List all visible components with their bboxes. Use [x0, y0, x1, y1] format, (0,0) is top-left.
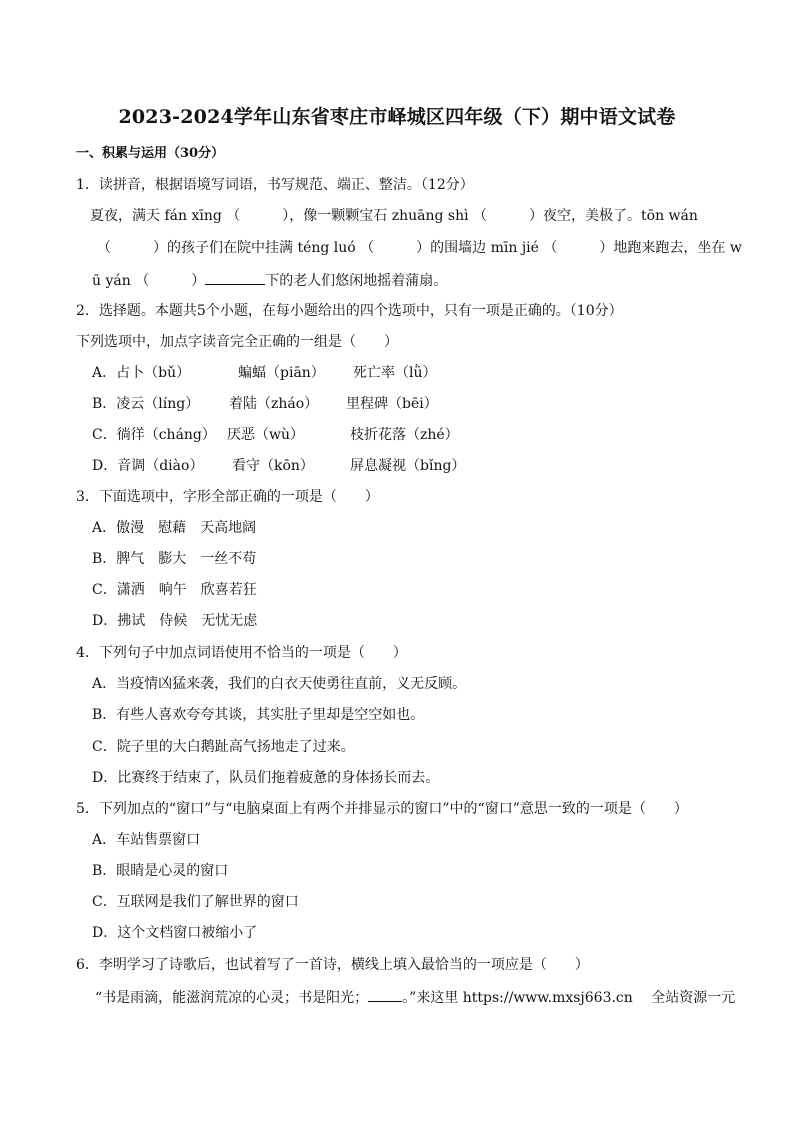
option-item: 厌恶（wù） [227, 427, 304, 443]
option-item: A．占卜（bǔ） [92, 365, 191, 381]
option-item: C．徜徉（cháng） [92, 427, 216, 443]
option-item: D．比赛终于结束了，队员们拖着疲惫的身体扬长而去。 [92, 770, 440, 786]
option-item: 死亡率（lǜ） [353, 365, 437, 381]
question-6-stem: 6．李明学习了诗歌后，也试着写了一首诗，横线上填入最恰当的一项应是（ ） [76, 957, 589, 973]
option-item: 枝折花落（zhé） [350, 427, 459, 443]
option-item: 着陆（zháo） [229, 396, 319, 412]
option-item: A．傲漫 慰藉 天高地阔 [92, 520, 257, 536]
option-item: C．院子里的大白鹅趾高气扬地走了过来。 [92, 739, 355, 755]
question-4-stem: 4．下列句子中加点词语使用不恰当的一项是（ ） [76, 645, 407, 661]
option-item: 蝙蝠（piān） [238, 365, 325, 381]
option-item: A．当疫情凶猛来袭，我们的白衣天使勇往直前，义无反顾。 [92, 676, 467, 692]
question-6-line [95, 987, 735, 1007]
option-item: D．拂试 侍候 无忧无虑 [92, 613, 258, 629]
question-1-text: 下的老人们悠闲地摇着蒲扇。 [265, 273, 448, 289]
answer-blank[interactable] [368, 987, 402, 1002]
answer-blank[interactable] [205, 270, 265, 285]
option-item: D．这个文档窗口被缩小了 [92, 925, 258, 941]
page-title: 2023-2024学年山东省枣庄市峄城区四年级（下）期中语文试卷 [118, 106, 676, 128]
question-1-line [92, 270, 447, 290]
question-3-stem: 3．下面选项中，字形全部正确的一项是（ ） [76, 489, 379, 505]
question-1-stem: 1．读拼音，根据语境写词语，书写规范、端正、整洁。（12分） [76, 177, 474, 193]
option-item: B．眼睛是心灵的窗口 [92, 863, 229, 879]
question-1-text: ū yán （ ） [92, 273, 206, 289]
option-item: C．互联网是我们了解世界的窗口 [92, 894, 299, 910]
option-item: B．脾气 膨大 一丝不苟 [92, 551, 257, 567]
question-1-line: （ ）的孩子们在院中挂满 téng luó （ ）的围墙边 mīn jié （ ）地跑来跑去，坐在 w [97, 240, 742, 256]
question-2-sub: 下列选项中，加点字读音完全正确的一组是（ ） [76, 334, 398, 350]
option-item: C．潇洒 响午 欣喜若狂 [92, 582, 257, 598]
option-item: B．凌云（líng） [92, 396, 200, 412]
question-6-text: “书是雨滴，能滋润荒凉的心灵；书是阳光； [95, 990, 369, 1006]
option-item: 里程碑（bēi） [346, 396, 438, 412]
question-6-text: 。”来这里 https://www.mxsj663.cn 全站资源一元 [402, 990, 736, 1006]
option-item: D．音调（diào） [92, 458, 204, 474]
section-heading: 一、积累与运用（30分） [76, 146, 225, 161]
option-item: 屏息凝视（bǐng） [350, 458, 466, 474]
question-2-stem: 2．选择题。本题共5个小题，在每小题给出的四个选项中，只有一项是正确的。（10分） [76, 303, 623, 319]
option-item: 看守（kōn） [232, 458, 314, 474]
question-5-stem: 5．下列加点的“窗口”与“电脑桌面上有两个并排显示的窗口”中的“窗口”意思一致的一项是（ ） [76, 801, 688, 817]
option-item: A．车站售票窗口 [92, 832, 201, 848]
question-1-line: 夏夜，满天 fán xīng （ ），像一颗颗宝石 zhuāng shì （ ）夜空，美极了。tōn wán [90, 208, 698, 224]
option-item: B．有些人喜欢夸夸其谈，其实肚子里却是空空如也。 [92, 707, 425, 723]
